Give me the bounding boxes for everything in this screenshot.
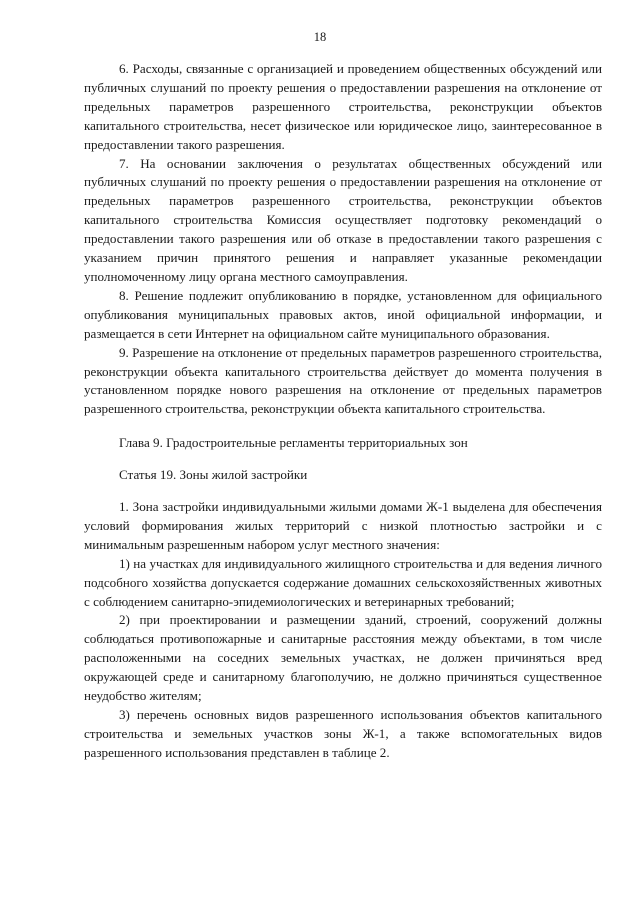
- chapter-heading: Глава 9. Градостроительные регламенты территориальных зон: [119, 435, 468, 451]
- article-heading: Статья 19. Зоны жилой застройки: [119, 467, 308, 483]
- page-number: 18: [313, 30, 327, 44]
- zone-subitem-3: 3) перечень основных видов разрешенного использования объектов капитального строительства и земельных участков зоны Ж-1, а также вспомогательных видов разрешенного использования представлен в таблице 2.: [84, 707, 602, 760]
- zone-subitem-1: 1) на участках для индивидуального жилищного строительства и для ведения личного подсобного хозяйства допускается содержание домашних сельскохозяйственных животных с соблюдением санитарно-эпидемиологических и ветеринарных требований;: [84, 555, 602, 609]
- zone-paragraph-1: 1. Зона застройки индивидуальными жилыми домами Ж-1 выделена для обеспечения условий формирования жилых территорий с низкой плотностью застройки и с минимальным разрешенным набором услуг местного значения:: [84, 499, 602, 552]
- paragraph-7: 7. На основании заключения о результатах общественных обсуждений или публичных слушаний по проекту решения о предоставлении разрешения на отклонение от предельных параметров разрешенного строительства, реконструкции объектов капитального строительства Комиссия осуществляет подготовку рекомендаций о предоставлении такого разрешения или об отказе в предоставлении такого разрешения с указанием причин принятого решения и направляет указанные рекомендации уполномоченному лицу органа местного самоуправления.: [84, 155, 602, 284]
- document-body: [84, 60, 602, 763]
- zone-subitem-2: 2) при проектировании и размещении зданий, строений, сооружений должны соблюдаться противопожарные и санитарные расстояния между объектами, в том числе расположенными на соседних земельных участках, не должен причиняться вред окружающей среде и санитарному благополучию, не должно причиняться существенное неудобство жителям;: [84, 612, 602, 704]
- paragraph-9: 9. Разрешение на отклонение от предельных параметров разрешенного строительства, реконструкции объекта капитального строительства действует до момента получения в установленном порядке нового разрешения на отклонение от предельных параметров разрешенного строительства, реконструкции объекта капитального строительства.: [84, 344, 602, 417]
- paragraph-6: 6. Расходы, связанные с организацией и проведением общественных обсуждений или публичных слушаний по проекту решения о предоставлении разрешения на отклонение от предельных параметров разрешенного строительства, реконструкции объектов капитального строительства, несет физическое или юридическое лицо, заинтересованное в предоставлении такого разрешения.: [84, 61, 602, 152]
- paragraph-8: 8. Решение подлежит опубликованию в порядке, установленном для официального опубликования муниципальных правовых актов, иной официальной информации, и размещается в сети Интернет на официальном сайте муниципального образования.: [84, 287, 602, 341]
- article-body: [84, 498, 602, 763]
